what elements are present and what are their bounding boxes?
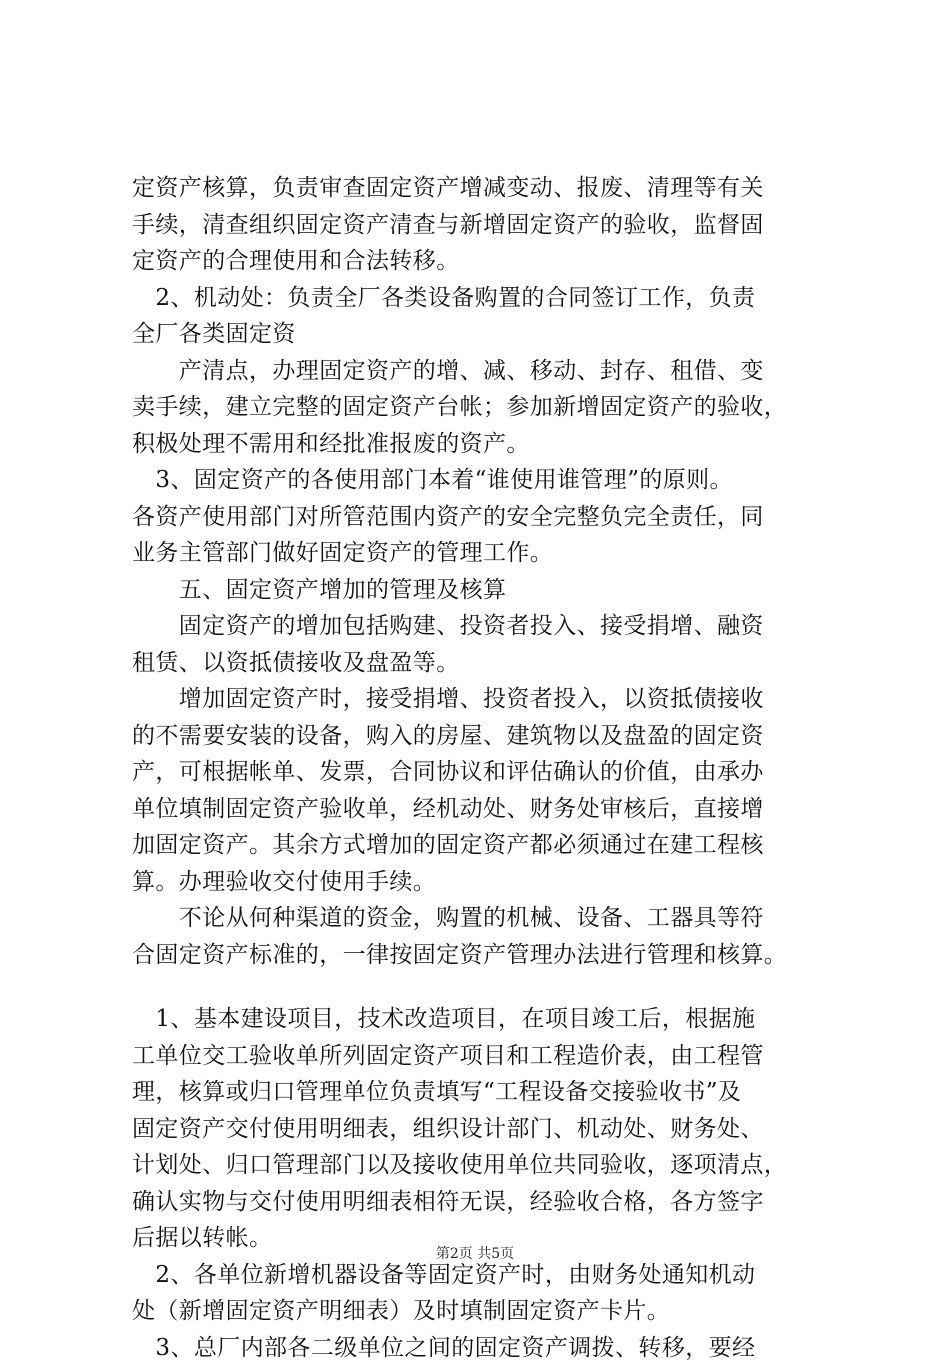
text-line: 加固定资产。其余方式增加的固定资产都必须通过在建工程核 bbox=[132, 827, 832, 864]
text-line: 确认实物与交付使用明细表相符无误，经验收合格，各方签字 bbox=[132, 1184, 832, 1221]
text-line: 算。办理验收交付使用手续。 bbox=[132, 864, 832, 901]
text-line: 各资产使用部门对所管范围内资产的安全完整负完全责任，同 bbox=[132, 499, 832, 536]
text-line: 增加固定资产时，接受捐增、投资者投入，以资抵债接收 bbox=[132, 681, 832, 718]
page-number-footer: 第2页 共5页 bbox=[0, 1243, 950, 1263]
text-line: 固定资产交付使用明细表，组织设计部门、机动处、财务处、 bbox=[132, 1111, 832, 1148]
text-line: 计划处、归口管理部门以及接收使用单位共同验收，逐项清点， bbox=[132, 1147, 832, 1184]
text-line: 全厂各类固定资 bbox=[132, 316, 832, 353]
text-line: 2、各单位新增机器设备等固定资产时，由财务处通知机动 bbox=[132, 1257, 832, 1294]
text-line: 定资产的合理使用和合法转移。 bbox=[132, 243, 832, 280]
paragraph-gap bbox=[132, 973, 832, 1001]
text-line: 产清点，办理固定资产的增、减、移动、封存、租借、变 bbox=[132, 353, 832, 390]
text-line: 的不需要安装的设备，购入的房屋、建筑物以及盘盈的固定资 bbox=[132, 718, 832, 755]
text-line: 工单位交工验收单所列固定资产项目和工程造价表，由工程管 bbox=[132, 1038, 832, 1075]
text-line: 3、固定资产的各使用部门本着“谁使用谁管理”的原则。 bbox=[132, 462, 832, 499]
text-line: 处（新增固定资产明细表）及时填制固定资产卡片。 bbox=[132, 1293, 832, 1330]
text-line: 1、基本建设项目，技术改造项目，在项目竣工后，根据施 bbox=[132, 1001, 832, 1038]
text-line: 3、总厂内部各二级单位之间的固定资产调拨、转移，要经 bbox=[132, 1330, 832, 1366]
section-heading: 五、固定资产增加的管理及核算 bbox=[132, 572, 832, 609]
text-line: 2、机动处：负责全厂各类设备购置的合同签订工作，负责 bbox=[132, 280, 832, 317]
document-body bbox=[132, 170, 832, 1366]
text-line: 卖手续，建立完整的固定资产台帐；参加新增固定资产的验收， bbox=[132, 389, 832, 426]
text-line: 定资产核算，负责审查固定资产增减变动、报废、清理等有关 bbox=[132, 170, 832, 207]
text-line: 业务主管部门做好固定资产的管理工作。 bbox=[132, 535, 832, 572]
text-line: 后据以转帐。 bbox=[132, 1220, 832, 1257]
text-line: 手续，清查组织固定资产清查与新增固定资产的验收，监督固 bbox=[132, 207, 832, 244]
text-line: 租赁、以资抵债接收及盘盈等。 bbox=[132, 645, 832, 682]
text-line: 产，可根据帐单、发票，合同协议和评估确认的价值，由承办 bbox=[132, 754, 832, 791]
text-line: 固定资产的增加包括购建、投资者投入、接受捐增、融资 bbox=[132, 608, 832, 645]
text-line: 积极处理不需用和经批准报废的资产。 bbox=[132, 426, 832, 463]
text-line: 不论从何种渠道的资金，购置的机械、设备、工器具等符 bbox=[132, 900, 832, 937]
text-line: 单位填制固定资产验收单，经机动处、财务处审核后，直接增 bbox=[132, 791, 832, 828]
text-line: 理，核算或归口管理单位负责填写“工程设备交接验收书”及 bbox=[132, 1074, 832, 1111]
text-line: 合固定资产标准的，一律按固定资产管理办法进行管理和核算。 bbox=[132, 937, 832, 974]
